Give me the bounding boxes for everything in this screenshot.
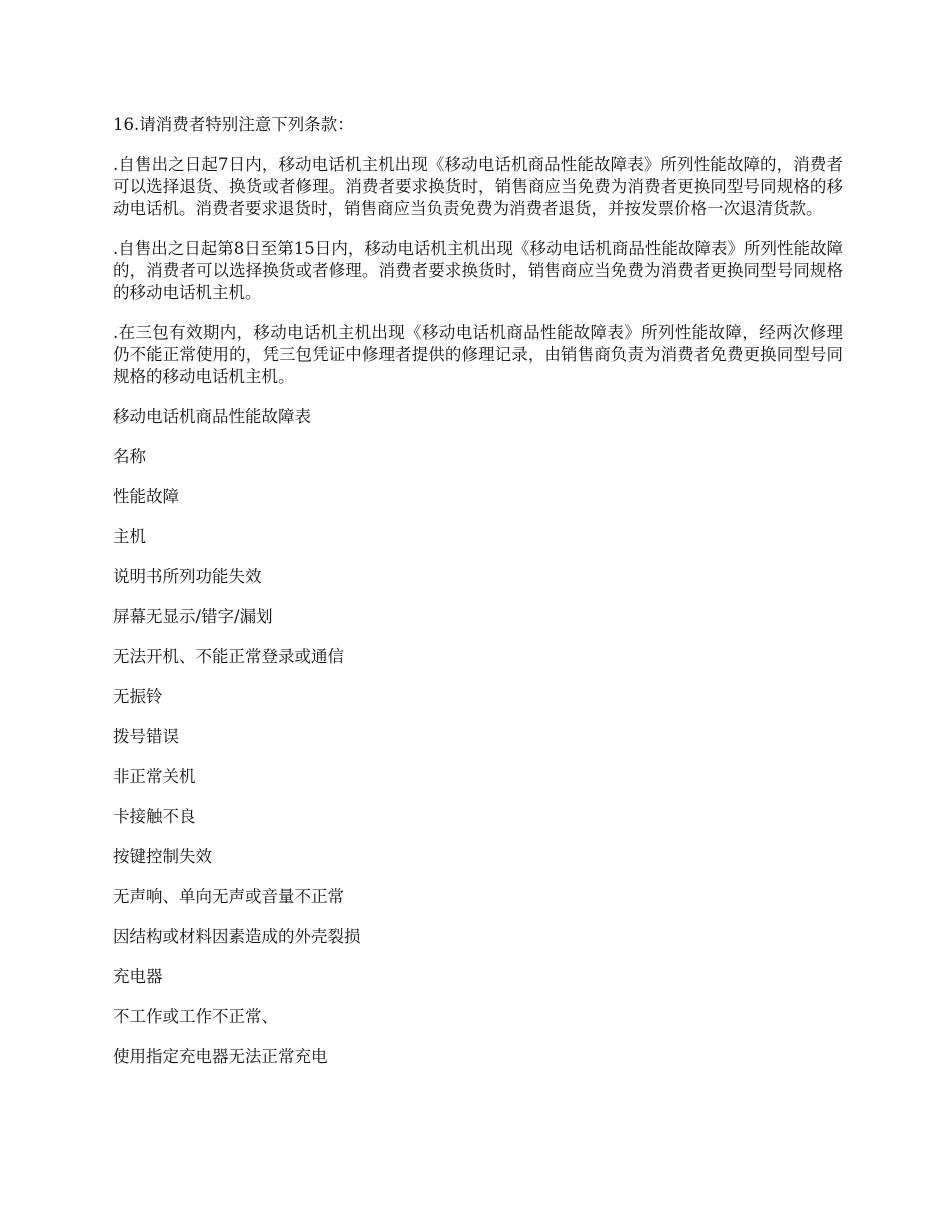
section-heading: 16.请消费者特别注意下列条款：	[113, 115, 354, 134]
document-page	[113, 114, 843, 1086]
table-header-fault: 性能故障	[113, 487, 179, 506]
host-fault-item: 屏幕无显示/错字/漏划	[113, 607, 273, 626]
host-fault-item: 说明书所列功能失效	[113, 567, 262, 586]
clause-paragraph-2: .自售出之日起第8日至第15日内，移动电话机主机出现《移动电话机商品性能故障表》所列性能故障的，消费者可以选择换货或者修理。消费者要求换货时，销售商应当免费为消费者更换同型号同规格的移动电话机主机。	[113, 239, 843, 302]
host-fault-item: 拨号错误	[113, 727, 179, 746]
host-fault-item: 无振铃	[113, 687, 163, 706]
host-fault-item: 因结构或材料因素造成的外壳裂损	[113, 927, 361, 946]
host-label: 主机	[113, 527, 146, 546]
host-fault-item: 按键控制失效	[113, 847, 212, 866]
table-header-name: 名称	[113, 447, 146, 466]
charger-fault-item: 使用指定充电器无法正常充电	[113, 1047, 328, 1066]
host-fault-item: 卡接触不良	[113, 807, 196, 826]
charger-label: 充电器	[113, 967, 163, 986]
clause-paragraph-1: .自售出之日起7日内，移动电话机主机出现《移动电话机商品性能故障表》所列性能故障的，消费者可以选择退货、换货或者修理。消费者要求换货时，销售商应当免费为消费者更换同型号同规格的移动电话机。消费者要求退货时，销售商应当负责免费为消费者退货，并按发票价格一次退清货款。	[113, 155, 843, 218]
host-fault-item: 无声响、单向无声或音量不正常	[113, 887, 344, 906]
clause-paragraph-3: .在三包有效期内，移动电话机主机出现《移动电话机商品性能故障表》所列性能故障，经两次修理仍不能正常使用的，凭三包凭证中修理者提供的修理记录，由销售商负责为消费者免费更换同型号同规格的移动电话机主机。	[113, 323, 843, 386]
table-title: 移动电话机商品性能故障表	[113, 407, 311, 426]
host-fault-item: 无法开机、不能正常登录或通信	[113, 647, 344, 666]
host-fault-item: 非正常关机	[113, 767, 196, 786]
charger-fault-item: 不工作或工作不正常、	[113, 1007, 278, 1026]
